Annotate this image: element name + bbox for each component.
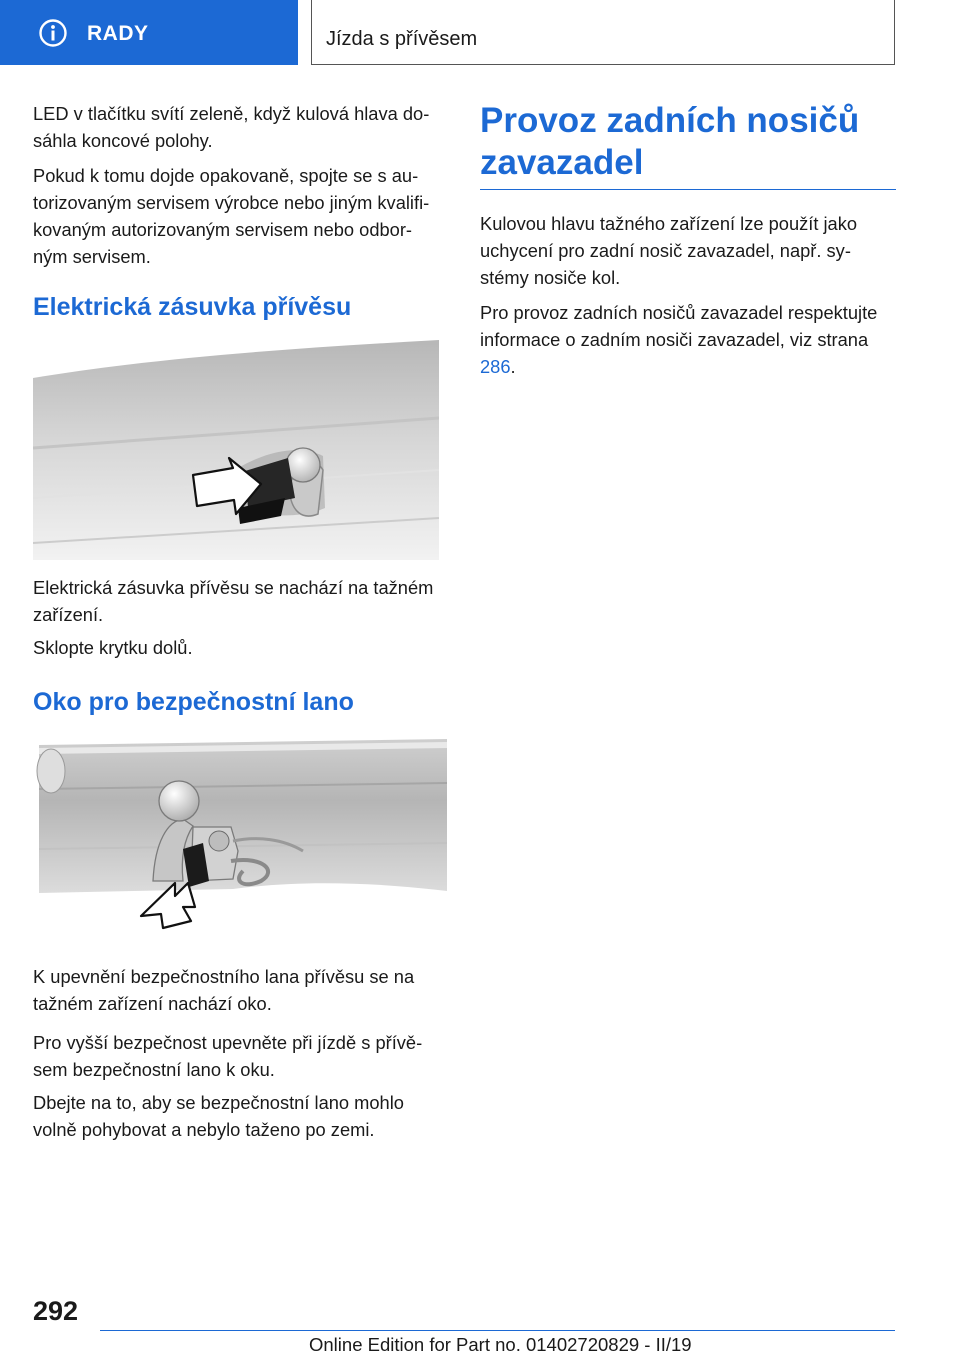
safety-cable-eyelet-illustration: [33, 731, 447, 951]
eyelet-heading: Oko pro bezpečnostní lano: [33, 688, 354, 716]
socket-paragraph-1: Elektrická zásuvka přívěsu se nachází na tažném zařízení.: [33, 577, 434, 625]
eyelet-paragraph-2: Pro vyšší bezpečnost upevněte při jízdě s přívě-sem bezpečnostní lano k oku.: [33, 1032, 423, 1080]
edition-footer: Online Edition for Part no. 01402720829 - II/19: [309, 1334, 692, 1355]
heading-rule: [480, 189, 896, 190]
header-section-tab: [0, 0, 298, 65]
chapter-title: Jízda s přívěsem: [326, 28, 478, 50]
page-number: 292: [33, 1296, 79, 1326]
info-icon: [38, 18, 68, 48]
carrier-paragraph-1: Kulovou hlavu tažného zařízení lze použít jako uchycení pro zadní nosič zavazadel, např. sy-stémy nosiče kol.: [480, 213, 858, 288]
socket-heading: Elektrická zásuvka přívěsu: [33, 293, 352, 321]
trailer-socket-illustration: [33, 338, 439, 560]
header-chapter-box: [311, 0, 895, 65]
page-reference-link[interactable]: 286: [480, 356, 511, 377]
intro-paragraph-2: Pokud k tomu dojde opakovaně, spojte se s au-torizovaným servisem výrobce nebo jiným kvalifi-kovaným autorizovaným servisem nebo odbor-ným servisem.: [33, 165, 430, 267]
luggage-carrier-heading: [480, 100, 896, 184]
eyelet-paragraph-1: K upevnění bezpečnostního lana přívěsu se na tažném zařízení nachází oko.: [33, 966, 415, 1014]
section-label: RADY: [87, 22, 149, 45]
carrier-paragraph-2: [480, 299, 896, 380]
luggage-carrier-heading-line-2: zavazadel: [480, 143, 644, 182]
intro-paragraph-1: LED v tlačítku svítí zeleně, když kulová hlava do-sáhla koncové polohy.: [33, 103, 430, 151]
socket-paragraph-2: Sklopte krytku dolů.: [33, 637, 193, 658]
luggage-carrier-heading-line-1: Provoz zadních nosičů: [480, 101, 860, 140]
left-column: [33, 100, 439, 1143]
carrier-paragraph-2-text: Pro provoz zadních nosičů zavazadel respektujte informace o zadním nosiči zavazadel, viz strana: [480, 302, 878, 350]
carrier-paragraph-2-end: .: [510, 356, 516, 377]
footer-rule: [100, 1330, 895, 1331]
right-column: [480, 100, 896, 380]
eyelet-paragraph-3: Dbejte na to, aby se bezpečnostní lano mohlo volně pohybovat a nebylo taženo po zemi.: [33, 1092, 404, 1140]
